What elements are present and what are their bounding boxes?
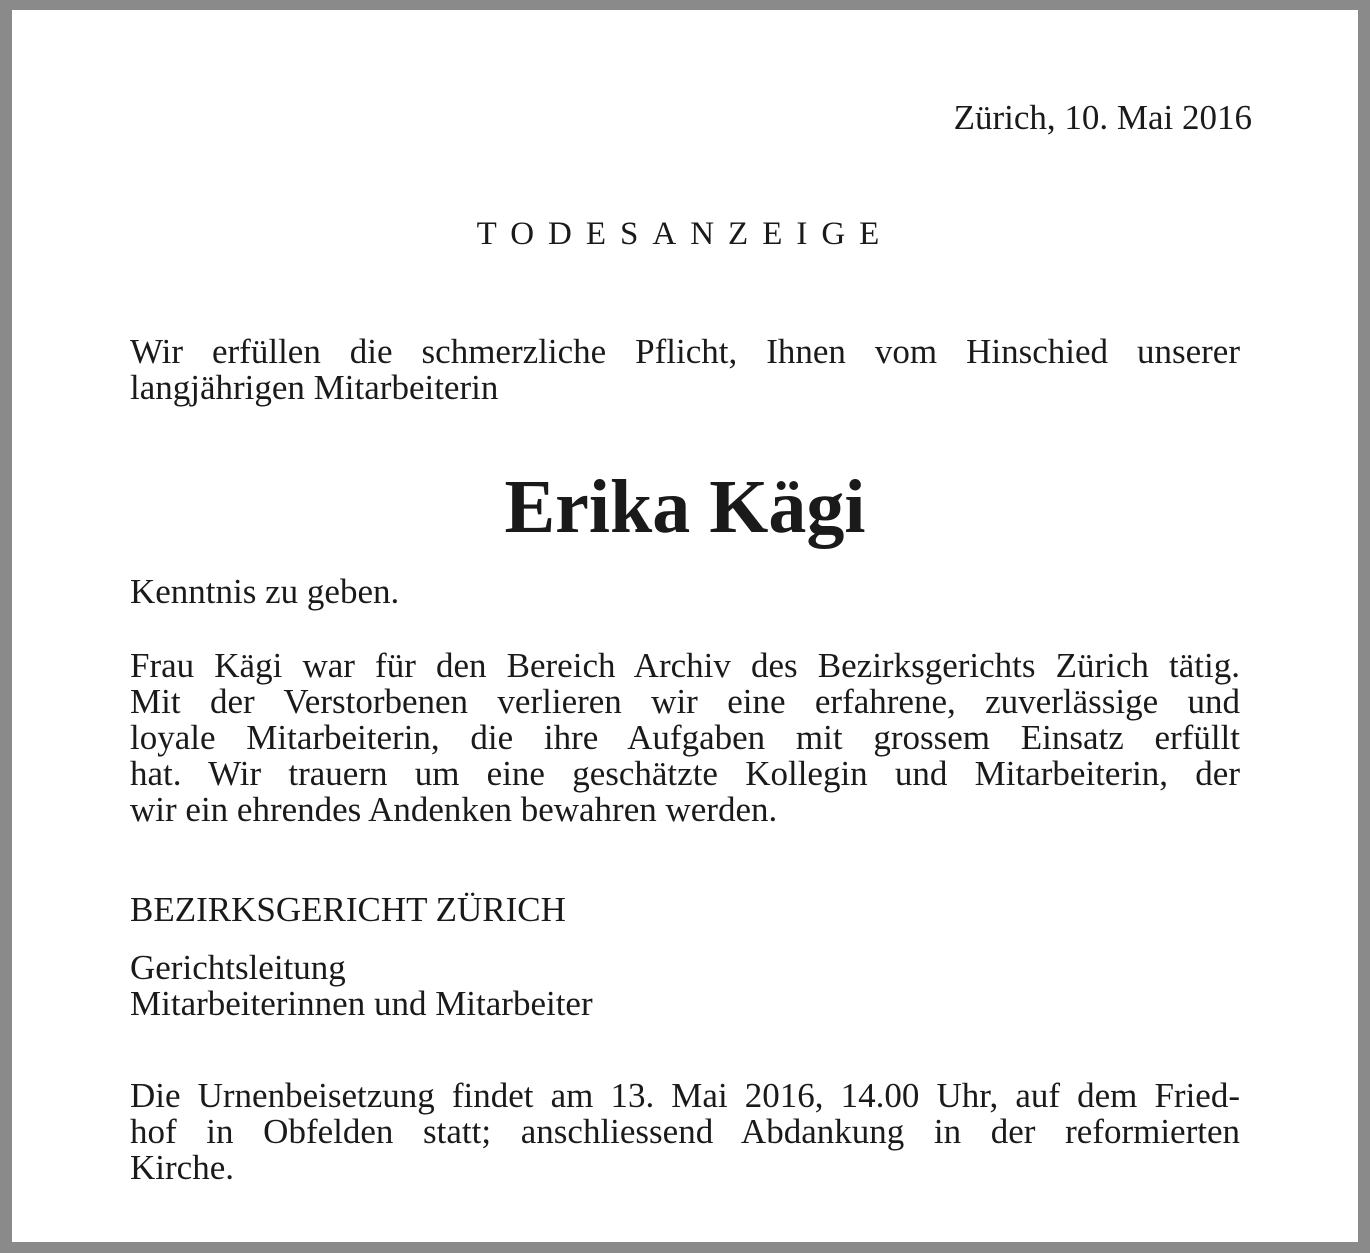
organization-line: BEZIRKSGERICHT ZÜRICH bbox=[130, 890, 566, 929]
notice-page bbox=[12, 10, 1358, 1242]
deceased-name: Erika Kägi bbox=[504, 465, 866, 549]
intro-paragraph bbox=[130, 334, 1240, 406]
intro-line: Wir erfüllen die schmerzliche Pflicht, Ihnen vom Hinschied unserer bbox=[130, 332, 1240, 371]
date-line: Zürich, 10. Mai 2016 bbox=[953, 98, 1252, 137]
organization-name bbox=[130, 892, 1240, 928]
body-line: hat. Wir trauern um eine geschätzte Kollegin und Mitarbeiterin, der bbox=[130, 754, 1240, 793]
signer-line: Gerichtsleitung bbox=[130, 948, 346, 987]
intro-line: langjährigen Mitarbeiterin bbox=[130, 368, 499, 407]
kenntnis-line: Kenntnis zu geben. bbox=[130, 572, 400, 611]
body-line: loyale Mitarbeiterin, die ihre Aufgaben mit grossem Einsatz erfüllt bbox=[130, 718, 1240, 757]
funeral-paragraph bbox=[130, 1078, 1240, 1186]
body-line: wir ein ehrendes Andenken bewahren werden. bbox=[130, 790, 778, 829]
funeral-line: Die Urnenbeisetzung findet am 13. Mai 2016, 14.00 Uhr, auf dem Fried- bbox=[130, 1076, 1240, 1115]
kenntnis-text bbox=[130, 574, 1240, 610]
notice-heading: TODESANZEIGE bbox=[476, 216, 894, 252]
funeral-line: Kirche. bbox=[130, 1148, 234, 1187]
signer-line: Mitarbeiterinnen und Mitarbeiter bbox=[130, 984, 593, 1023]
body-line: Mit der Verstorbenen verlieren wir eine erfahrene, zuverlässige und bbox=[130, 682, 1240, 721]
signers bbox=[130, 950, 1240, 1022]
body-paragraph bbox=[130, 648, 1240, 828]
funeral-line: hof in Obfelden statt; anschliessend Abdankung in der reformierten bbox=[130, 1112, 1240, 1151]
body-line: Frau Kägi war für den Bereich Archiv des Bezirksgerichts Zürich tätig. bbox=[130, 646, 1240, 685]
